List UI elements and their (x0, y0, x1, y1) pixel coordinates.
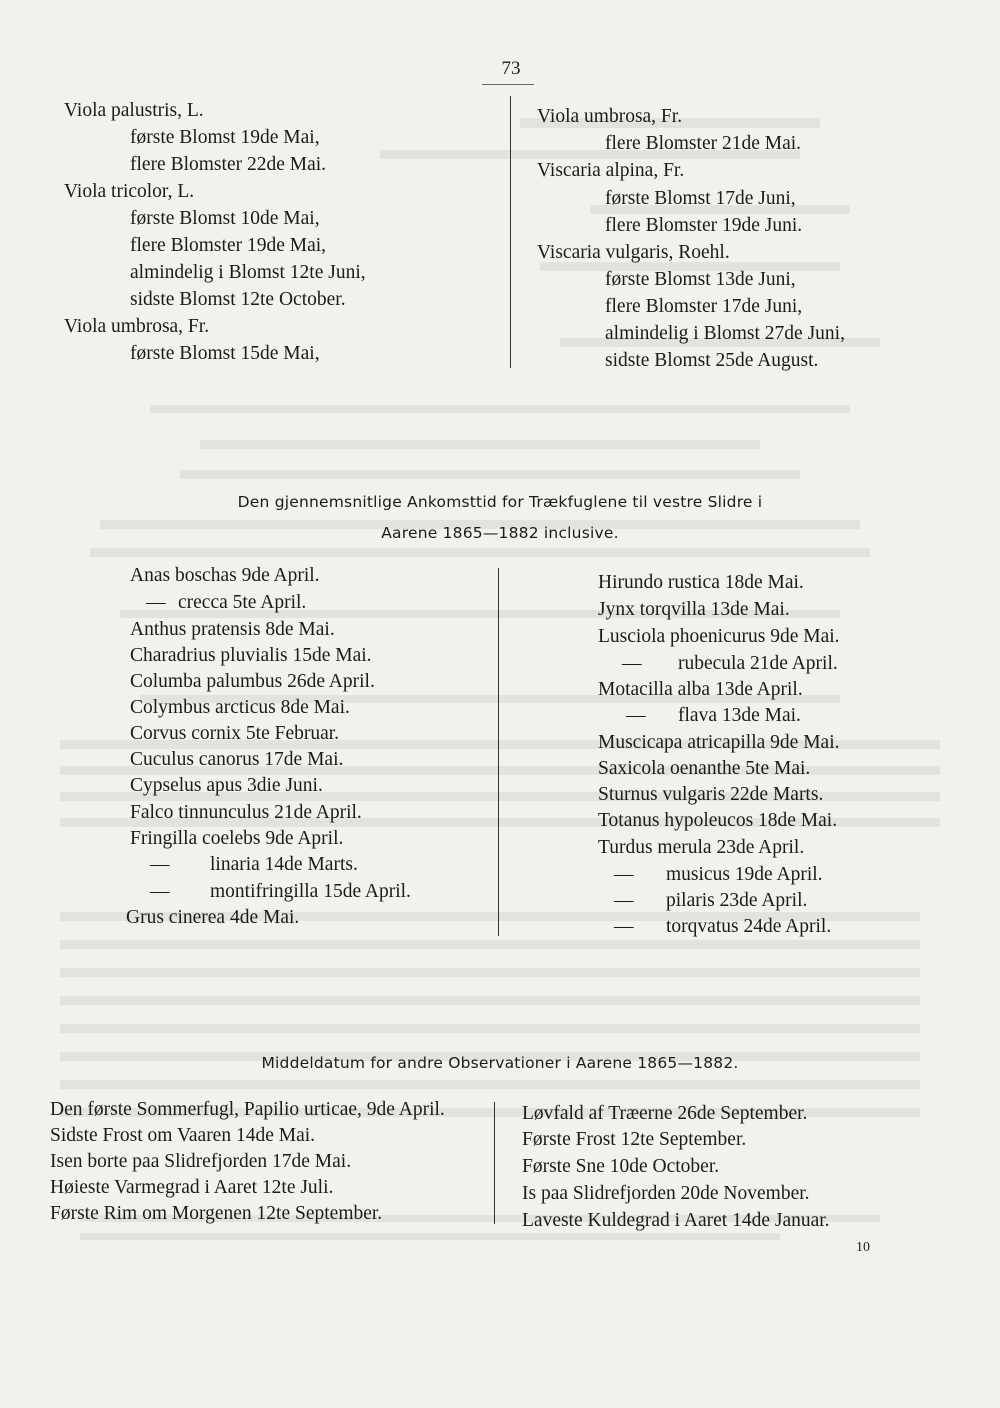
list-item: Løvfald af Træerne 26de September. (522, 1103, 808, 1124)
text-line: sidste Blomst 12te October. (130, 289, 346, 310)
list-item: Sidste Frost om Vaaren 14de Mai. (50, 1125, 316, 1146)
list-item: Jynx torqvilla 13de Mai. (598, 599, 790, 620)
list-item: Første Sne 10de October. (522, 1156, 720, 1177)
text-line: første Blomst 15de Mai, (130, 343, 320, 364)
list-item: Colymbus arcticus 8de Mai. (130, 697, 350, 718)
signature-mark: 10 (856, 1240, 870, 1255)
text-line: flere Blomster 19de Juni. (605, 215, 803, 236)
text-line: flere Blomster 21de Mai. (605, 133, 802, 154)
column-divider (498, 568, 499, 936)
list-item: Falco tinnunculus 21de April. (130, 802, 362, 823)
text-line: almindelig i Blomst 27de Juni, (605, 323, 845, 344)
list-item: Charadrius pluvialis 15de Mai. (130, 645, 372, 666)
list-item: Første Rim om Morgenen 12te September. (50, 1203, 383, 1224)
text-line: første Blomst 10de Mai, (130, 208, 320, 229)
list-item: — linaria 14de Marts. (150, 854, 358, 875)
section-heading: Aarene 1865—1882 inclusive. (381, 524, 619, 542)
list-item: Anas boschas 9de April. (130, 565, 320, 586)
list-item: Lusciola phoenicurus 9de Mai. (598, 626, 840, 647)
list-item: Saxicola oenanthe 5te Mai. (598, 758, 811, 779)
page-number: 73 (501, 58, 521, 79)
list-item: Turdus merula 23de April. (598, 837, 805, 858)
list-item: Første Frost 12te September. (522, 1129, 747, 1150)
list-item: Anthus pratensis 8de Mai. (130, 619, 335, 640)
text-line: sidste Blomst 25de August. (605, 350, 819, 371)
list-item: — rubecula 21de April. (622, 653, 838, 674)
text-line: Viscaria vulgaris, Roehl. (537, 242, 730, 263)
text-line: Viola umbrosa, Fr. (64, 316, 210, 337)
section-heading: Den gjennemsnitlige Ankomsttid for Trækfuglene til vestre Slidre i (237, 493, 763, 511)
list-item: Grus cinerea 4de Mai. (126, 907, 300, 928)
text-line: flere Blomster 17de Juni, (605, 296, 803, 317)
list-item: — torqvatus 24de April. (614, 916, 832, 937)
list-item: Totanus hypoleucos 18de Mai. (598, 810, 838, 831)
column-divider (510, 96, 511, 368)
column-divider (494, 1102, 495, 1224)
list-item: — montifringilla 15de April. (150, 881, 411, 902)
list-item: Isen borte paa Slidrefjorden 17de Mai. (50, 1151, 352, 1172)
list-item: — musicus 19de April. (614, 864, 823, 885)
list-item: Is paa Slidrefjorden 20de November. (522, 1183, 810, 1204)
list-item: Høieste Varmegrad i Aaret 12te Juli. (50, 1177, 334, 1198)
list-item: Fringilla coelebs 9de April. (130, 828, 344, 849)
page-number-rule (482, 84, 534, 85)
list-item: Cypselus apus 3die Juni. (130, 775, 323, 796)
list-item: Motacilla alba 13de April. (598, 679, 803, 700)
text-line: første Blomst 13de Juni, (605, 269, 796, 290)
text-line: første Blomst 17de Juni, (605, 188, 796, 209)
list-item: — pilaris 23de April. (614, 890, 808, 911)
list-item: Den første Sommerfugl, Papilio urticae, 9de April. (50, 1099, 445, 1120)
list-item: Muscicapa atricapilla 9de Mai. (598, 732, 840, 753)
text-line: Viola umbrosa, Fr. (537, 106, 683, 127)
list-item: — crecca 5te April. (146, 592, 307, 613)
list-item: Cuculus canorus 17de Mai. (130, 749, 344, 770)
list-item: Columba palumbus 26de April. (130, 671, 375, 692)
text-line: første Blomst 19de Mai, (130, 127, 320, 148)
list-item: Sturnus vulgaris 22de Marts. (598, 784, 824, 805)
text-line: Viscaria alpina, Fr. (537, 160, 685, 181)
list-item: Corvus cornix 5te Februar. (130, 723, 340, 744)
text-line: almindelig i Blomst 12te Juni, (130, 262, 366, 283)
text-line: Viola palustris, L. (64, 100, 204, 121)
text-line: Viola tricolor, L. (64, 181, 195, 202)
list-item: Hirundo rustica 18de Mai. (598, 572, 804, 593)
section-heading: Middeldatum for andre Observationer i Aarene 1865—1882. (261, 1054, 739, 1072)
text-line: flere Blomster 19de Mai, (130, 235, 327, 256)
list-item: Laveste Kuldegrad i Aaret 14de Januar. (522, 1210, 830, 1231)
list-item: — flava 13de Mai. (626, 705, 801, 726)
text-line: flere Blomster 22de Mai. (130, 154, 327, 175)
